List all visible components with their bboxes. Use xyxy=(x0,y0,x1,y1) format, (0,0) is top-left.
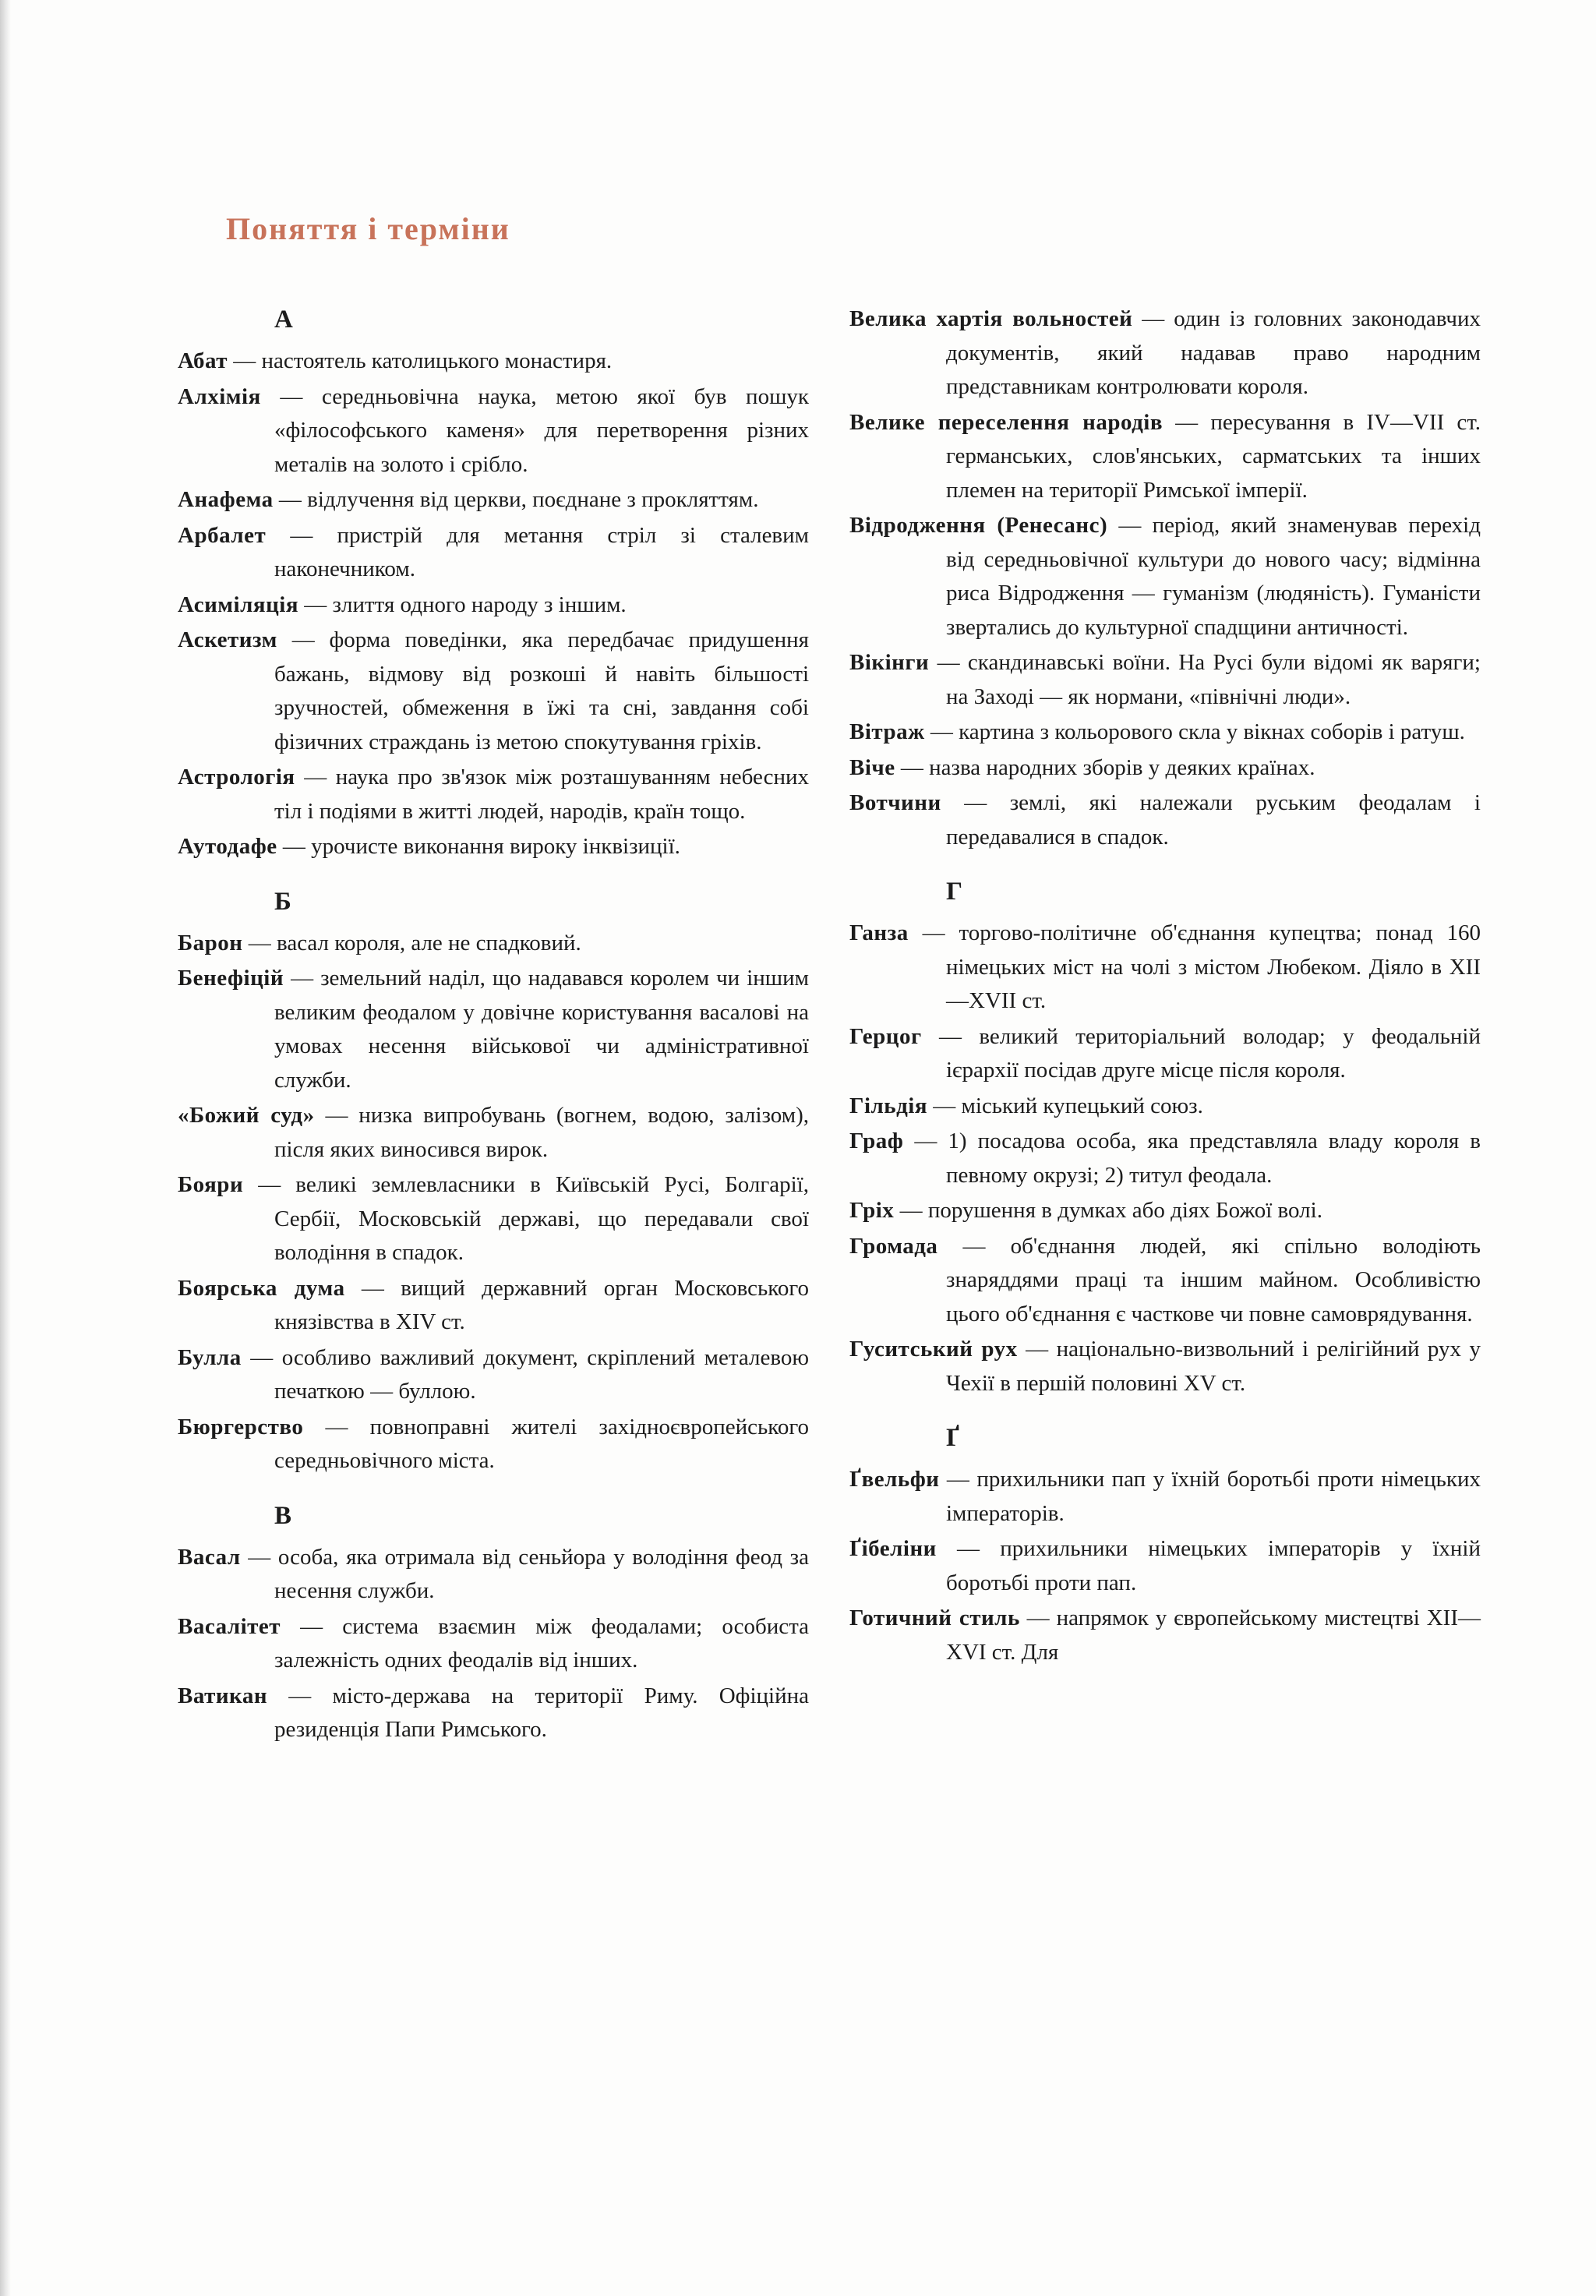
term: Гуситський рух xyxy=(849,1337,1018,1362)
term: Ватикан xyxy=(178,1683,268,1708)
definition: — васал короля, але не спадковий. xyxy=(242,930,581,955)
definition: — період, який знаменував перехід від середньовічної культури до нового часу; відмінна риса Відродження — гуманізм (людяність). Гуманісти звертались до культурної спадщини античності. xyxy=(946,513,1481,640)
term: Арбалет xyxy=(178,522,267,548)
definition: — злиття одного народу з іншим. xyxy=(298,592,627,617)
term: Булла xyxy=(178,1344,242,1370)
definition: — назва народних зборів у деяких країнах. xyxy=(895,754,1315,780)
definition: — система взаємин між феодалами; особиста залежність одних феодалів від інших. xyxy=(274,1613,809,1673)
glossary-entry xyxy=(849,786,1481,854)
term: Готичний стиль xyxy=(849,1605,1020,1630)
term: Ганза xyxy=(849,920,909,945)
term: Васалітет xyxy=(178,1613,281,1639)
glossary-entry xyxy=(178,380,809,482)
term: Барон xyxy=(178,930,243,955)
definition: — один із головних законодавчих документів, який надавав право народним представникам контролювати короля. xyxy=(946,306,1481,399)
glossary-entry xyxy=(178,761,809,828)
definition: — урочисте виконання вироку інквізиції. xyxy=(277,834,680,859)
term: Громада xyxy=(849,1233,938,1259)
definition: — великі землевласники в Київській Русі, Болгарії, Сербії, Московській державі, що передавали свої володіння в спадок. xyxy=(243,1172,809,1265)
glossary-entry xyxy=(849,1333,1481,1401)
page-title: Поняття і терміни xyxy=(226,211,510,246)
term: Абат xyxy=(178,348,228,373)
letter-heading: Г xyxy=(946,878,962,906)
glossary-entry xyxy=(178,519,809,587)
glossary-entry xyxy=(178,1168,809,1270)
definition: — торгово-політичне об'єднання купецтва; понад 160 німецьких міст на чолі з містом Любеком. Діяло в XII—XVII ст. xyxy=(908,920,1481,1013)
term: Вікінги xyxy=(849,650,930,675)
definition: — порушення в думках або діях Божої волі. xyxy=(894,1198,1322,1223)
glossary-entry xyxy=(178,623,809,759)
definition: — об'єднання людей, які спільно володіють знаряддями праці та іншим майном. Особливістю цього об'єднання є часткове чи повне самоврядування. xyxy=(937,1233,1481,1326)
definition: — міський купецький союз. xyxy=(927,1093,1203,1118)
definition: — повноправні жителі західноєвропейського середньовічного міста. xyxy=(274,1414,809,1473)
term: Велика хартія вольностей xyxy=(849,306,1133,331)
term: «Божий суд» xyxy=(178,1103,315,1128)
definition: — прихильники пап у їхній боротьбі проти німецьких імператорів. xyxy=(939,1467,1481,1526)
glossary-entry xyxy=(849,715,1481,750)
definition: — середньовічна наука, метою якої був пошук «філософського каменя» для перетворення різних металів на золото і срібло. xyxy=(260,383,809,477)
glossary-entry xyxy=(849,1090,1481,1124)
term: Анафема xyxy=(178,487,274,512)
term: Алхімія xyxy=(178,383,261,409)
glossary-entry xyxy=(178,962,809,1097)
term: Велике переселення народів xyxy=(849,409,1163,435)
definition: — картина з кольорового скла у вікнах соборів і ратуш. xyxy=(924,719,1465,744)
glossary-entry xyxy=(849,302,1481,404)
term: Аскетизм xyxy=(178,627,277,652)
definition: — землі, які належали руським феодалам і передавалися в спадок. xyxy=(941,790,1481,850)
glossary-entry xyxy=(178,830,809,864)
glossary-entry xyxy=(849,751,1481,786)
definition: — відлучення від церкви, поєднане з прокляттям. xyxy=(273,487,759,512)
glossary-entry xyxy=(849,1194,1481,1228)
term: Ґвельфи xyxy=(849,1467,940,1492)
letter-heading: А xyxy=(274,306,293,334)
term: Бенефіцій xyxy=(178,966,284,991)
glossary-entry xyxy=(849,917,1481,1019)
glossary-entry xyxy=(849,1020,1481,1088)
definition: — великий територіальний володар; у феодальній ієрархії посідав друге місце після короля. xyxy=(921,1023,1481,1083)
term: Граф xyxy=(849,1129,904,1153)
term: Асиміляція xyxy=(178,592,299,617)
definition: — прихильники німецьких імператорів у їхній боротьбі проти пап. xyxy=(936,1536,1481,1595)
glossary-entry xyxy=(178,1341,809,1409)
term: Гріх xyxy=(849,1198,895,1223)
page-edge-shadow xyxy=(0,0,11,2296)
glossary-entry xyxy=(178,588,809,623)
term: Астрологія xyxy=(178,765,295,789)
glossary-entry xyxy=(849,646,1481,714)
term: Віче xyxy=(849,754,895,780)
definition: — особа, яка отримала від сеньйора у володіння феод за несення служби. xyxy=(240,1544,809,1603)
glossary-entry xyxy=(178,483,809,517)
definition: — земельний наділ, що надавався королем чи іншим великим феодалом у довічне користування васалові на умовах несення військової чи адміністративної служби. xyxy=(274,966,809,1093)
glossary-entry xyxy=(849,1602,1481,1669)
term: Боярська дума xyxy=(178,1275,345,1301)
definition: — вищий державний орган Московського князівства в XIV ст. xyxy=(274,1275,809,1334)
definition: — особливо важливий документ, скріплений металевою печаткою — буллою. xyxy=(241,1344,809,1404)
letter-heading: Б xyxy=(274,887,291,916)
glossary-entry xyxy=(849,1125,1481,1192)
glossary-entry xyxy=(178,1411,809,1478)
glossary-entry xyxy=(178,1610,809,1678)
term: Аутодафе xyxy=(178,834,277,859)
term: Герцог xyxy=(849,1023,922,1049)
definition: — 1) посадова особа, яка представляла владу короля в певному окрузі; 2) титул феодала. xyxy=(903,1129,1481,1188)
term: Ґібеліни xyxy=(849,1536,937,1561)
definition: — настоятель католицького монастиря. xyxy=(227,348,613,373)
definition: — місто-держава на території Риму. Офіційна резиденція Папи Римського. xyxy=(267,1683,809,1742)
term: Відродження (Ренесанс) xyxy=(849,513,1108,538)
definition: — національно-визвольний і релігійний рух у Чехії в першій половині XV ст. xyxy=(946,1337,1481,1396)
definition: — пересування в IV—VII ст. германських, слов'янських, сарматських та інших племен на території Римської імперії. xyxy=(946,409,1481,503)
letter-heading: В xyxy=(274,1501,292,1530)
definition: — наука про зв'язок між розташуванням небесних тіл і подіями в житті людей, народів, країн тощо. xyxy=(274,765,809,824)
glossary-entry xyxy=(178,1099,809,1167)
term: Васал xyxy=(178,1544,241,1570)
term: Гільдія xyxy=(849,1093,928,1118)
glossary-entry xyxy=(849,509,1481,645)
definition: — напрямок у європейському мистецтві XII—XVI ст. Для xyxy=(946,1605,1481,1665)
definition: — низка випробувань (вогнем, водою, залізом), після яких виносився вирок. xyxy=(274,1103,809,1162)
glossary-entry xyxy=(849,1230,1481,1332)
left-column xyxy=(178,302,809,1749)
term: Вітраж xyxy=(849,719,925,744)
definition: — пристрій для метання стріл зі сталевим наконечником. xyxy=(266,522,809,581)
glossary-entry xyxy=(849,1463,1481,1531)
term: Вотчини xyxy=(849,790,941,815)
definition: — форма поведінки, яка передбачає придушення бажань, відмову від розкоші й навіть більшості зручностей, обмеження в їжі та сні, завдання собі фізичних страждань із метою спокутування гріхів. xyxy=(274,627,809,754)
glossary-entry xyxy=(178,1541,809,1609)
right-column xyxy=(849,302,1481,1671)
term: Бояри xyxy=(178,1172,244,1197)
definition: — скандинавські воїни. На Русі були відомі як варяги; на Заході — як нормани, «північні люди». xyxy=(929,650,1481,709)
glossary-entry xyxy=(178,1272,809,1340)
glossary-entry xyxy=(178,927,809,961)
letter-heading: Ґ xyxy=(946,1424,960,1452)
glossary-entry xyxy=(178,344,809,379)
term: Бюргерство xyxy=(178,1414,304,1439)
glossary-entry xyxy=(849,1532,1481,1600)
glossary-entry xyxy=(849,406,1481,508)
glossary-entry xyxy=(178,1680,809,1747)
